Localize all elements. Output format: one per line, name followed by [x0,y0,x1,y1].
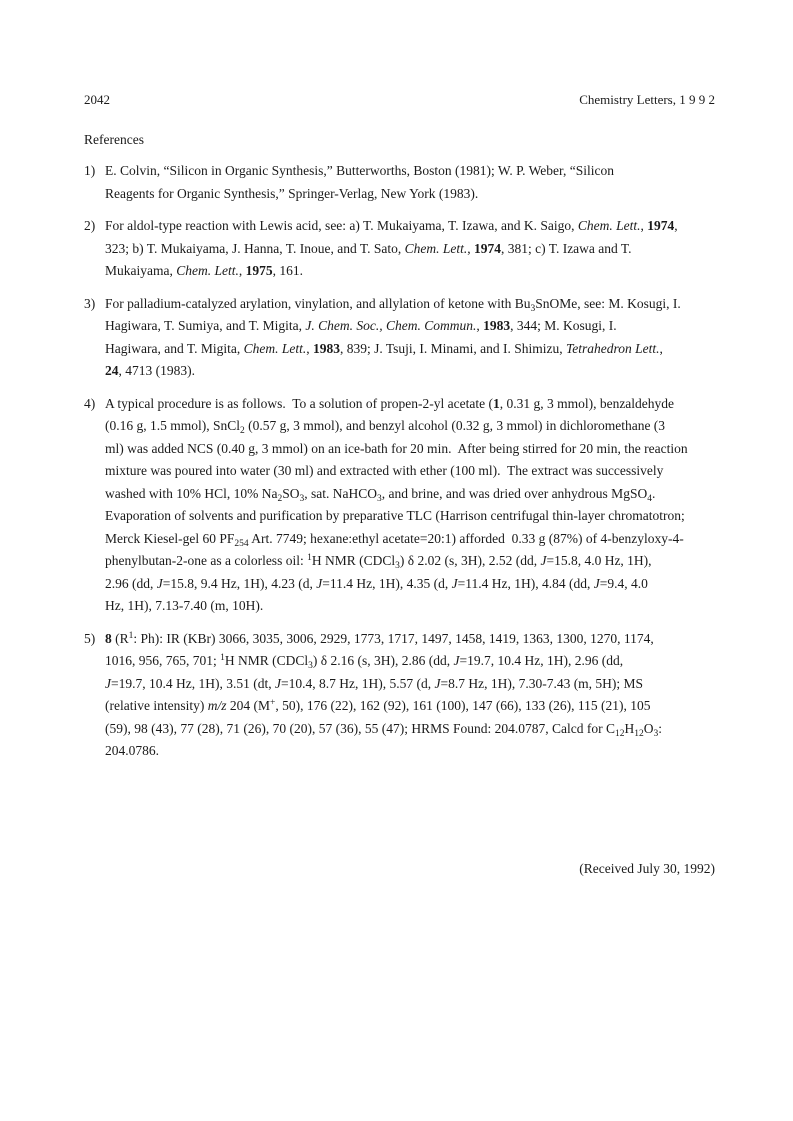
reference-4 [84,393,724,618]
reference-5 [84,628,724,763]
reference-text: A typical procedure is as follows. To a solution of propen-2-yl acetate (1, 0.31 g, 3 mmol), benzaldehyde (0.16 g, 1.5 mmol), SnCl$_2$ (0.57 g, 3 mmol), and benzyl alcohol (0.32 g, 3 mmol) in dichloromethane (3 ml) was added NCS (0.40 g, 3 mmol) on an ice-bath for 20 min. After being stirred for 20 min, the reaction mixture was poured into water (30 ml) and extracted with ether (100 ml). The extract was successively washed with 10% HCl, 10% $Na_2SO_3$, sat. NaHCO$_3$, and brine, and was dried over anhydrous MgSO$_4$. Evaporation of solvents and purification by preparative TLC (Harrison centrifugal thin-layer chromatotron; Merck Kiesel-gel 60 $PF_{254}$ Art. 7749; hexane:ethyl acetate=20:1) afforded 0.33 g (87%) of 4-benzyloxy-4- phenylbutan-2-one as a colorless oil: $^1$H NMR (CDCl$_3$) δ 2.02 (s, 3H), 2.52 (dd, J=15.8, 4.0 Hz, 1H), 2.96 (dd, J=15.8, 9.4 Hz, 1H), 4.23 (d, J=11.4 Hz, 1H), 4.35 (d, J=11.4 Hz, 1H), 4.84 (dd, J=9.4, 4.0 Hz, 1H), 7.13-7.40 (m, 10H). [105,395,688,613]
received-date: (Received July 30, 1992) [579,861,715,876]
references-list [84,160,724,773]
reference-number: 4) [84,395,96,411]
reference-number: 3) [84,295,96,311]
reference-number: 2) [84,218,96,233]
journal-title: Chemistry Letters, 1 9 9 2 [579,92,715,107]
references-heading: References [84,132,144,147]
running-header [84,92,715,108]
reference-number: 1) [84,163,96,178]
reference-number: 5) [84,630,96,646]
reference-1 [84,160,724,205]
reference-text: For aldol-type reaction with Lewis acid, see: a) T. Mukaiyama, T. Izawa, and K. Saigo, Chem. Lett., 1974, 323; b) T. Mukaiyama, J. Hanna, T. Inoue, and T. Sato, Chem. Lett., 1974, 381; c) T. Izawa and T. Mukaiyama, Chem. Lett., 1975, 161. [105,218,678,278]
page-number: 2042 [84,92,110,107]
reference-text: For palladium-catalyzed arylation, vinylation, and allylation of ketone with $Bu_3SnOMe$, see: M. Kosugi, I. Hagiwara, T. Sumiya, and T. Migita, J. Chem. Soc., Chem. Commun., 1983, 344; M. Kosugi, I. Hagiwara, and T. Migita, Chem. Lett., 1983, 839; J. Tsuji, I. Minami, and I. Shimizu, Tetrahedron Lett., 24, 4713 (1983). [105,295,681,378]
reference-2 [84,215,724,283]
reference-text: 8 ($R^1$: Ph): IR (KBr) 3066, 3035, 3006, 2929, 1773, 1717, 1497, 1458, 1419, 1363, 1300, 1270, 1174, 1016, 956, 765, 701; $^1$H NMR (CDCl$_3$) δ 2.16 (s, 3H), 2.86 (dd, J=19.7, 10.4 Hz, 1H), 2.96 (dd, J=19.7, 10.4 Hz, 1H), 3.51 (dt, J=10.4, 8.7 Hz, 1H), 5.57 (d, J=8.7 Hz, 1H), 7.30-7.43 (m, 5H); MS (relative intensity) m/z 204 (M+, 50), 176 (22), 162 (92), 161 (100), 147 (66), 133 (26), 115 (21), 105 (59), 98 (43), 77 (28), 71 (26), 70 (20), 57 (36), 55 (47); HRMS Found: 204.0787, Calcd for $C_{12}H_{12}O_3$: 204.0786. [105,630,662,758]
reference-3 [84,293,724,383]
reference-text: E. Colvin, “Silicon in Organic Synthesis,” Butterworths, Boston (1981); W. P. Weber, “Silicon Reagents for Organic Synthesis,” Springer-Verlag, New York (1983). [105,163,614,201]
